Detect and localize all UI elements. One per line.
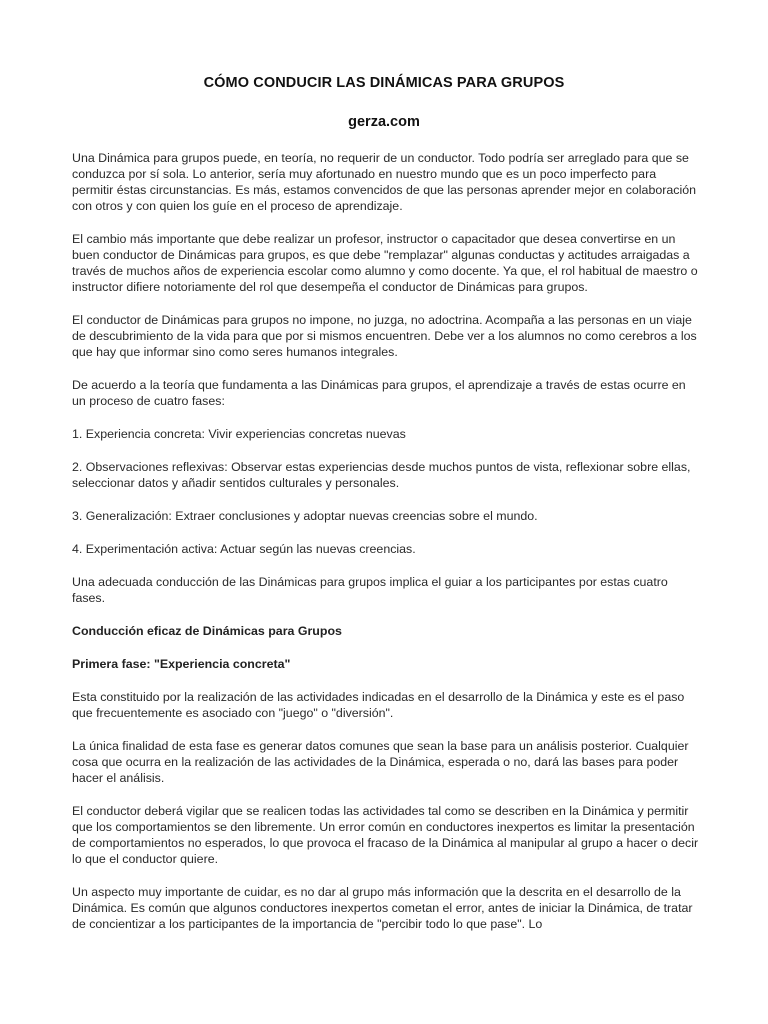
phase-item-2: 2. Observaciones reflexivas: Observar estas experiencias desde muchos puntos de vista, reflexionar sobre ellas, seleccionar datos y añadir sentidos culturales y personales. — [72, 460, 691, 490]
phase-item-4: 4. Experimentación activa: Actuar según las nuevas creencias. — [72, 542, 416, 556]
paragraph-monitoring: El conductor deberá vigilar que se realicen todas las actividades tal como se describen en la Dinámica y permitir que los comportamientos se den libremente. Un error común en conductores inexpertos es limitar la presentación de comportamientos no esperados, lo que provoca el fracaso de la Dinámica al manipular al grupo a hacer o decir lo que el conductor quiere. — [72, 804, 699, 866]
phase-item-1: 1. Experiencia concreta: Vivir experiencias concretas nuevas — [72, 427, 406, 441]
subsection-heading: Primera fase: "Experiencia concreta" — [72, 657, 291, 671]
paragraph-conductor-role: El conductor de Dinámicas para grupos no impone, no juzga, no adoctrina. Acompaña a las personas en un viaje de descubrimiento de la vida para que por si mismos encuentren. Debe ver a los alumnos no como cerebros a los que hay que informar sino como seres humanos integrales. — [72, 313, 697, 359]
paragraph-guidance: Una adecuada conducción de las Dinámicas para grupos implica el guiar a los participantes por estas cuatro fases. — [72, 575, 668, 605]
paragraph-activities: Esta constituido por la realización de las actividades indicadas en el desarrollo de la Dinámica y este es el paso que frecuentemente es asociado con "juego" o "diversión". — [72, 690, 685, 720]
paragraph-purpose: La única finalidad de esta fase es generar datos comunes que sean la base para un análisis posterior. Cualquier cosa que ocurra en la realización de las actividades de la Dinámica, esperada o no, dará las bases para poder hacer el análisis. — [72, 739, 689, 785]
paragraph-four-phases: De acuerdo a la teoría que fundamenta a las Dinámicas para grupos, el aprendizaje a través de estas ocurre en un proceso de cuatro fases: — [72, 378, 686, 408]
section-heading: Conducción eficaz de Dinámicas para Grupos — [72, 624, 342, 638]
document-body — [72, 150, 700, 949]
document-title: CÓMO CONDUCIR LAS DINÁMICAS PARA GRUPOS — [203, 75, 565, 91]
document-source: gerza.com — [348, 114, 420, 130]
paragraph-change: El cambio más importante que debe realizar un profesor, instructor o capacitador que desea convertirse en un buen conductor de Dinámicas para grupos, es que debe "remplazar" algunas conductas y actitudes arraigadas a través de muchos años de experiencia escolar como alumno y como docente. Ya que, el rol habitual de maestro o instructor difiere notoriamente del rol que desempeña el conductor de Dinámicas para grupos. — [72, 232, 698, 294]
paragraph-intro: Una Dinámica para grupos puede, en teoría, no requerir de un conductor. Todo podría ser arreglado para que se conduzca por sí sola. Lo anterior, sería muy afortunado en nuestro mundo que es un poco imperfecto para permitir éstas circunstancias. Es más, estamos convencidos de que las personas aprender mejor en colaboración con otros y con quien los guíe en el proceso de aprendizaje. — [72, 151, 696, 213]
paragraph-information: Un aspecto muy importante de cuidar, es no dar al grupo más información que la descrita en el desarrollo de la Dinámica. Es común que algunos conductores inexpertos cometan el error, antes de iniciar la Dinámica, de tratar de concientizar a los participantes de la importancia de "percibir todo lo que pase". Lo — [72, 885, 693, 931]
phase-item-3: 3. Generalización: Extraer conclusiones y adoptar nuevas creencias sobre el mundo. — [72, 509, 538, 523]
